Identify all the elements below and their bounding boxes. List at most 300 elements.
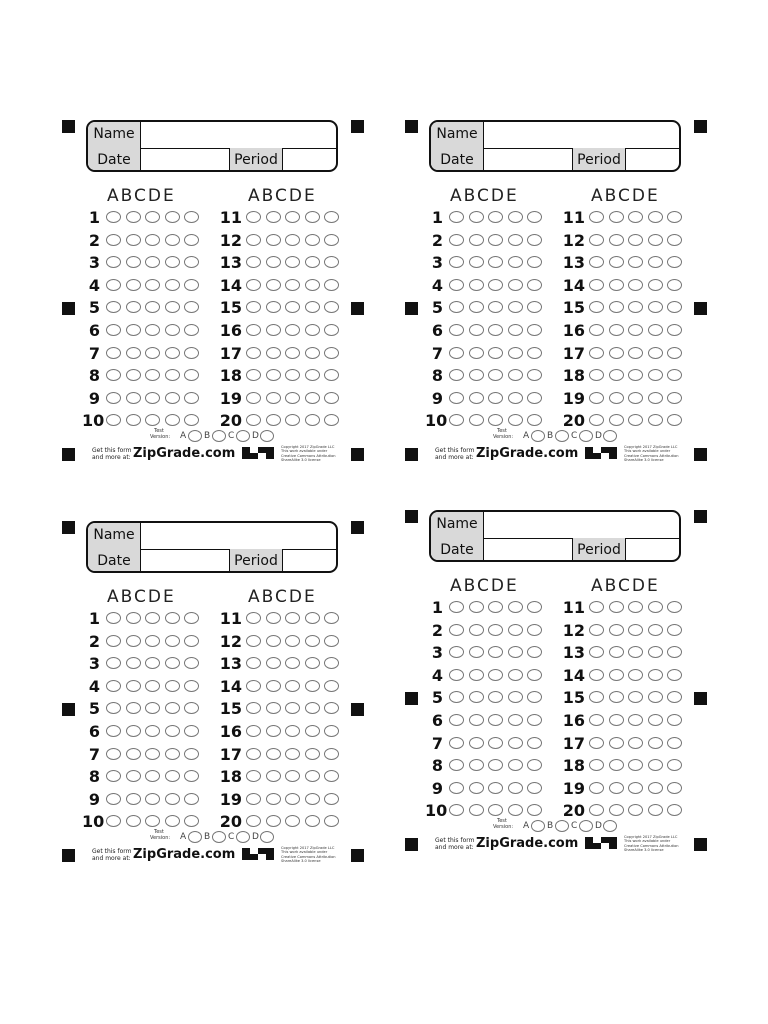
version-letter: D [252, 832, 259, 842]
registration-mark [351, 521, 364, 534]
answer-bubble[interactable] [285, 392, 300, 404]
answer-bubble[interactable] [628, 234, 643, 246]
answer-bubble[interactable] [628, 646, 643, 658]
answer-bubble[interactable] [628, 691, 643, 703]
question-row [405, 688, 705, 708]
question-number: 18 [219, 767, 242, 787]
answer-bubble[interactable] [324, 279, 339, 291]
answer-bubble[interactable] [609, 301, 624, 313]
answer-bubble[interactable] [628, 211, 643, 223]
question-number: 15 [219, 699, 242, 719]
answer-bubble[interactable] [589, 256, 604, 268]
version-bubble[interactable] [188, 430, 202, 442]
question-number: 6 [431, 321, 443, 340]
question-row [405, 298, 705, 318]
answer-bubble[interactable] [266, 414, 281, 426]
answer-bubble[interactable] [285, 680, 300, 692]
answer-bubble[interactable] [285, 815, 300, 827]
answer-bubble[interactable] [266, 635, 281, 647]
answer-bubble[interactable] [628, 737, 643, 749]
answer-bubble[interactable] [589, 301, 604, 313]
version-bubble[interactable] [260, 430, 274, 442]
answer-bubble[interactable] [246, 234, 261, 246]
name-row[interactable] [431, 512, 679, 539]
answer-bubble[interactable] [246, 211, 261, 223]
version-bubble[interactable] [212, 430, 226, 442]
answer-bubble[interactable] [589, 279, 604, 291]
version-bubble[interactable] [212, 831, 226, 843]
version-letter: D [252, 431, 259, 441]
question-row [62, 767, 362, 787]
answer-bubble[interactable] [667, 279, 682, 291]
answer-bubble[interactable] [246, 793, 261, 805]
answer-bubble[interactable] [266, 748, 281, 760]
answer-bubble[interactable] [246, 414, 261, 426]
answer-bubble[interactable] [589, 234, 604, 246]
answer-bubble[interactable] [285, 612, 300, 624]
question-number: 13 [562, 643, 585, 663]
answer-bubble[interactable] [246, 702, 261, 714]
answer-bubble[interactable] [609, 624, 624, 636]
answer-bubble[interactable] [609, 669, 624, 681]
answer-bubble[interactable] [648, 324, 663, 336]
answer-bubble[interactable] [667, 646, 682, 658]
footer-get-line1: Get this form [435, 837, 475, 844]
answer-bubble[interactable] [266, 211, 281, 223]
question-number: 12 [219, 631, 242, 651]
answer-bubble[interactable] [305, 748, 320, 760]
answer-bubble[interactable] [285, 793, 300, 805]
answer-bubble[interactable] [648, 347, 663, 359]
answer-bubble[interactable] [305, 657, 320, 669]
answer-bubble[interactable] [266, 279, 281, 291]
answer-bubble[interactable] [667, 369, 682, 381]
answer-bubble[interactable] [246, 770, 261, 782]
question-number: 6 [431, 711, 443, 730]
version-bubble[interactable] [260, 831, 274, 843]
answer-bubble[interactable] [266, 234, 281, 246]
answer-bubble[interactable] [648, 624, 663, 636]
answer-bubble[interactable] [648, 369, 663, 381]
answer-bubble[interactable] [246, 256, 261, 268]
answer-bubble[interactable] [305, 324, 320, 336]
question-number: 16 [562, 711, 585, 730]
answer-bubble[interactable] [305, 369, 320, 381]
answer-bubble[interactable] [305, 392, 320, 404]
question-number: 5 [88, 699, 100, 719]
answer-bubble[interactable] [324, 793, 339, 805]
answer-bubble[interactable] [648, 234, 663, 246]
answer-bubble[interactable] [324, 680, 339, 692]
answer-bubble[interactable] [285, 256, 300, 268]
answer-bubble[interactable] [246, 725, 261, 737]
answer-bubble[interactable] [648, 211, 663, 223]
answer-bubble[interactable] [667, 234, 682, 246]
answer-bubble[interactable] [648, 392, 663, 404]
answer-bubble[interactable] [609, 737, 624, 749]
answer-bubble[interactable] [589, 669, 604, 681]
answer-bubble[interactable] [667, 256, 682, 268]
answer-bubble[interactable] [589, 601, 604, 613]
answer-bubble[interactable] [628, 782, 643, 794]
answer-bubble[interactable] [305, 770, 320, 782]
answer-bubble[interactable] [285, 635, 300, 647]
version-letter: A [180, 832, 187, 842]
answer-bubble[interactable] [266, 680, 281, 692]
answer-bubble[interactable] [305, 256, 320, 268]
student-info-box [429, 510, 681, 562]
answer-bubble[interactable] [667, 601, 682, 613]
question-number: 20 [562, 801, 585, 821]
registration-mark [351, 849, 364, 862]
answer-bubble[interactable] [285, 770, 300, 782]
answer-bubble[interactable] [628, 279, 643, 291]
version-bubble[interactable] [236, 430, 250, 442]
answer-bubble[interactable] [324, 635, 339, 647]
question-number: 3 [431, 643, 443, 663]
name-row[interactable] [88, 122, 336, 149]
answer-bubble[interactable] [285, 211, 300, 223]
question-row [405, 711, 705, 731]
answer-bubble[interactable] [305, 680, 320, 692]
answer-bubble[interactable] [667, 782, 682, 794]
question-row [405, 411, 705, 431]
answer-bubble[interactable] [667, 301, 682, 313]
answer-sheet [62, 521, 382, 881]
answer-bubble[interactable] [324, 815, 339, 827]
answer-bubble[interactable] [324, 301, 339, 313]
answer-bubble[interactable] [246, 612, 261, 624]
answer-bubble[interactable] [609, 804, 624, 816]
question-number: 6 [88, 321, 100, 340]
version-bubble[interactable] [579, 820, 593, 832]
question-number: 10 [425, 801, 448, 821]
answer-bubble[interactable] [305, 612, 320, 624]
copyright-line: Creative Commons Attribution [281, 854, 336, 859]
answer-bubble[interactable] [667, 691, 682, 703]
answer-bubble[interactable] [609, 646, 624, 658]
answer-bubble[interactable] [648, 691, 663, 703]
question-row [62, 253, 362, 273]
question-number: 7 [88, 343, 100, 363]
copyright-line: This work available under [624, 839, 671, 844]
answer-bubble[interactable] [285, 279, 300, 291]
answer-bubble[interactable] [628, 347, 643, 359]
answer-bubble[interactable] [589, 646, 604, 658]
answer-bubble[interactable] [324, 234, 339, 246]
answer-bubble[interactable] [589, 392, 604, 404]
registration-mark [694, 838, 707, 851]
answer-bubble[interactable] [609, 691, 624, 703]
question-number: 3 [88, 654, 100, 674]
answer-bubble[interactable] [667, 759, 682, 771]
zipgrade-logo-icon [585, 447, 617, 459]
answer-bubble[interactable] [285, 702, 300, 714]
answer-bubble[interactable] [667, 624, 682, 636]
answer-bubble[interactable] [285, 234, 300, 246]
answer-bubble[interactable] [609, 714, 624, 726]
answer-bubble[interactable] [266, 770, 281, 782]
question-number: 17 [562, 343, 585, 363]
answer-bubble[interactable] [589, 324, 604, 336]
version-letter: C [571, 821, 578, 831]
answer-bubble[interactable] [305, 347, 320, 359]
answer-bubble[interactable] [266, 793, 281, 805]
version-bubble[interactable] [531, 430, 545, 442]
question-number: 20 [219, 411, 242, 431]
question-number: 9 [88, 388, 100, 408]
answer-bubble[interactable] [628, 392, 643, 404]
question-number: 2 [431, 620, 443, 640]
version-label-line1: Test [154, 428, 164, 434]
answer-bubble[interactable] [305, 635, 320, 647]
answer-bubble[interactable] [305, 815, 320, 827]
answer-bubble[interactable] [305, 279, 320, 291]
question-number: 8 [88, 767, 100, 787]
answer-bubble[interactable] [648, 669, 663, 681]
version-bubble[interactable] [603, 820, 617, 832]
question-number: 1 [88, 609, 100, 628]
answer-bubble[interactable] [246, 657, 261, 669]
answer-bubble[interactable] [648, 782, 663, 794]
version-label-line2: Version: [150, 835, 171, 841]
answer-bubble[interactable] [609, 347, 624, 359]
answer-bubble[interactable] [609, 601, 624, 613]
answer-bubble[interactable] [285, 414, 300, 426]
question-number: 2 [431, 230, 443, 250]
question-number: 15 [219, 298, 242, 318]
footer-get-line2: and more at: [435, 454, 474, 461]
name-row[interactable] [88, 523, 336, 550]
answer-bubble[interactable] [628, 759, 643, 771]
answer-bubble[interactable] [266, 725, 281, 737]
answer-bubble[interactable] [266, 392, 281, 404]
version-bubble[interactable] [603, 430, 617, 442]
answer-bubble[interactable] [324, 612, 339, 624]
answer-bubble[interactable] [628, 369, 643, 381]
answer-bubble[interactable] [246, 279, 261, 291]
answer-bubble[interactable] [667, 347, 682, 359]
answer-bubble[interactable] [589, 804, 604, 816]
answer-bubble[interactable] [266, 347, 281, 359]
question-row [62, 344, 362, 364]
answer-bubble[interactable] [648, 646, 663, 658]
answer-bubble[interactable] [246, 392, 261, 404]
answer-bubble[interactable] [628, 804, 643, 816]
question-number: 13 [219, 654, 242, 674]
answer-bubble[interactable] [305, 414, 320, 426]
answer-bubble[interactable] [609, 414, 624, 426]
answer-bubble[interactable] [667, 211, 682, 223]
answer-bubble[interactable] [648, 301, 663, 313]
answer-bubble[interactable] [324, 414, 339, 426]
question-row [62, 722, 362, 742]
answer-bubble[interactable] [324, 324, 339, 336]
answer-bubble[interactable] [305, 234, 320, 246]
question-row [405, 621, 705, 641]
answer-bubble[interactable] [266, 815, 281, 827]
question-row [405, 779, 705, 799]
answer-bubble[interactable] [628, 414, 643, 426]
answer-bubble[interactable] [589, 624, 604, 636]
answer-bubble[interactable] [589, 211, 604, 223]
answer-bubble[interactable] [628, 714, 643, 726]
answer-bubble[interactable] [648, 714, 663, 726]
answer-bubble[interactable] [305, 793, 320, 805]
answer-bubble[interactable] [609, 234, 624, 246]
answer-bubble[interactable] [609, 392, 624, 404]
answer-bubble[interactable] [667, 324, 682, 336]
answer-bubble[interactable] [266, 612, 281, 624]
question-row [62, 208, 362, 228]
answer-bubble[interactable] [628, 669, 643, 681]
answer-bubble[interactable] [246, 347, 261, 359]
answer-bubble[interactable] [246, 748, 261, 760]
question-number: 17 [219, 744, 242, 764]
answer-bubble[interactable] [285, 369, 300, 381]
answer-bubble[interactable] [609, 211, 624, 223]
date-period-row[interactable] [431, 148, 679, 172]
question-row [62, 411, 362, 431]
answer-bubble[interactable] [305, 211, 320, 223]
question-number: 16 [219, 722, 242, 741]
version-bubble[interactable] [555, 820, 569, 832]
answer-bubble[interactable] [667, 737, 682, 749]
answer-bubble[interactable] [266, 657, 281, 669]
answer-bubble[interactable] [246, 369, 261, 381]
copyright-line: Copyright 2017 ZipGrade LLC [281, 846, 335, 850]
answer-bubble[interactable] [648, 414, 663, 426]
date-period-row[interactable] [431, 538, 679, 562]
version-bubble[interactable] [579, 430, 593, 442]
version-bubble[interactable] [555, 430, 569, 442]
answer-bubble[interactable] [648, 256, 663, 268]
question-number: 2 [88, 230, 100, 250]
answer-bubble[interactable] [628, 301, 643, 313]
answer-bubble[interactable] [266, 324, 281, 336]
question-number: 3 [431, 253, 443, 273]
answer-bubble[interactable] [648, 759, 663, 771]
answer-bubble[interactable] [246, 301, 261, 313]
question-number: 14 [562, 665, 585, 685]
name-row[interactable] [431, 122, 679, 149]
answer-bubble[interactable] [324, 702, 339, 714]
answer-bubble[interactable] [285, 324, 300, 336]
answer-bubble[interactable] [628, 624, 643, 636]
answer-bubble[interactable] [324, 211, 339, 223]
question-number: 14 [219, 676, 242, 696]
answer-bubble[interactable] [285, 347, 300, 359]
answer-bubble[interactable] [589, 759, 604, 771]
answer-bubble[interactable] [246, 324, 261, 336]
answer-bubble[interactable] [589, 691, 604, 703]
answer-bubble[interactable] [667, 669, 682, 681]
answer-bubble[interactable] [609, 782, 624, 794]
choice-letters-header: ABCDE [450, 186, 519, 206]
answer-bubble[interactable] [609, 369, 624, 381]
answer-bubble[interactable] [589, 714, 604, 726]
copyright-line: Creative Commons Attribution [281, 453, 336, 458]
version-bubble[interactable] [531, 820, 545, 832]
answer-bubble[interactable] [628, 601, 643, 613]
date-period-row[interactable] [88, 549, 336, 573]
answer-bubble[interactable] [648, 601, 663, 613]
answer-bubble[interactable] [324, 748, 339, 760]
answer-bubble[interactable] [648, 737, 663, 749]
answer-bubble[interactable] [628, 256, 643, 268]
answer-bubble[interactable] [628, 324, 643, 336]
question-number: 9 [88, 789, 100, 809]
answer-bubble[interactable] [285, 301, 300, 313]
answer-bubble[interactable] [324, 657, 339, 669]
answer-bubble[interactable] [324, 392, 339, 404]
answer-bubble[interactable] [667, 714, 682, 726]
question-number: 11 [219, 208, 242, 227]
answer-bubble[interactable] [324, 725, 339, 737]
answer-bubble[interactable] [305, 301, 320, 313]
answer-bubble[interactable] [246, 635, 261, 647]
answer-bubble[interactable] [246, 815, 261, 827]
version-bubble[interactable] [236, 831, 250, 843]
answer-bubble[interactable] [609, 324, 624, 336]
question-row [62, 745, 362, 765]
answer-bubble[interactable] [609, 759, 624, 771]
answer-bubble[interactable] [648, 804, 663, 816]
version-letter: C [571, 431, 578, 441]
period-label: Period [572, 538, 626, 562]
registration-mark [405, 448, 418, 461]
version-letter: D [595, 431, 602, 441]
question-row [62, 389, 362, 409]
answer-bubble[interactable] [324, 347, 339, 359]
answer-bubble[interactable] [667, 392, 682, 404]
question-number: 14 [562, 275, 585, 295]
period-label: Period [229, 549, 283, 573]
zipgrade-brand: ZipGrade.com [476, 446, 579, 461]
answer-bubble[interactable] [285, 748, 300, 760]
answer-bubble[interactable] [246, 680, 261, 692]
answer-bubble[interactable] [609, 256, 624, 268]
answer-bubble[interactable] [667, 804, 682, 816]
version-bubble[interactable] [188, 831, 202, 843]
answer-bubble[interactable] [285, 657, 300, 669]
answer-bubble[interactable] [589, 737, 604, 749]
answer-bubble[interactable] [266, 369, 281, 381]
answer-bubble[interactable] [609, 279, 624, 291]
answer-bubble[interactable] [305, 725, 320, 737]
answer-bubble[interactable] [667, 414, 682, 426]
answer-bubble[interactable] [589, 347, 604, 359]
version-letter: B [204, 431, 211, 441]
answer-bubble[interactable] [589, 369, 604, 381]
answer-bubble[interactable] [324, 369, 339, 381]
answer-bubble[interactable] [324, 256, 339, 268]
answer-bubble[interactable] [648, 279, 663, 291]
version-label-line2: Version: [493, 434, 514, 440]
question-row [62, 609, 362, 629]
answer-bubble[interactable] [589, 414, 604, 426]
answer-bubble[interactable] [305, 702, 320, 714]
answer-bubble[interactable] [266, 256, 281, 268]
answer-bubble[interactable] [266, 702, 281, 714]
question-number: 15 [562, 688, 585, 708]
answer-bubble[interactable] [324, 770, 339, 782]
answer-bubble[interactable] [266, 301, 281, 313]
answer-bubble[interactable] [589, 782, 604, 794]
date-period-row[interactable] [88, 148, 336, 172]
answer-bubble[interactable] [285, 725, 300, 737]
question-row [405, 734, 705, 754]
